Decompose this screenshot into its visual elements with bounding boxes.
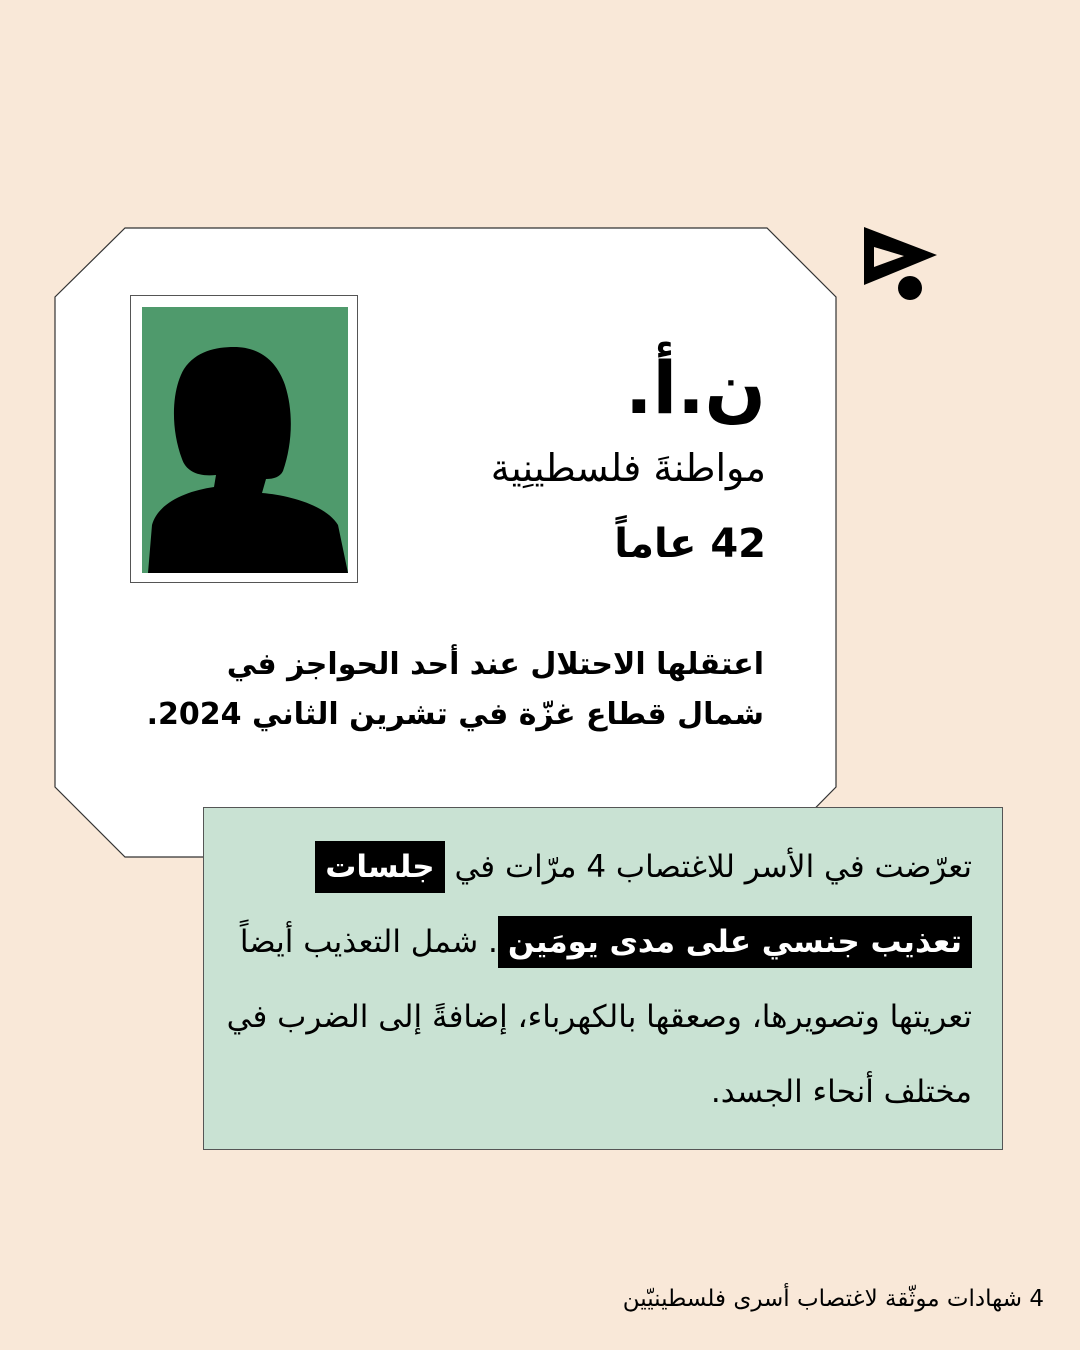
testimony-highlight-1: جلسات (315, 841, 444, 893)
person-age: 42 عاماً (614, 521, 766, 567)
person-nationality: مواطنةَ فلسطينِية (490, 446, 766, 490)
testimony-highlight-2: تعذيب جنسي على مدى يومَين (498, 916, 972, 968)
flag-dot-logo-icon (862, 225, 942, 305)
female-silhouette-icon (142, 307, 348, 573)
person-initials: ن.أ. (625, 346, 766, 430)
footer-caption: 4 شهادات موثّقة لاغتصاب أسرى فلسطينيّين (622, 1286, 1044, 1312)
testimony-part-1: تعرّضت في الأسر للاغتصاب 4 مرّات في (454, 849, 972, 885)
testimony-part-2: . شمل التعذيب أيضاً تعريتها وتصويرها، وصعقها بالكهرباء، إضافةً إلى الضرب في مختلف أنحاء الجسد. (226, 924, 972, 1110)
testimony-box (203, 807, 1003, 1150)
arrest-description: اعتقلها الاحتلال عند أحد الحواجز في شمال قطاع غزّة في تشرين الثاني 2024. (146, 647, 764, 732)
testimony-text (222, 830, 972, 1130)
portrait-frame (130, 295, 358, 583)
